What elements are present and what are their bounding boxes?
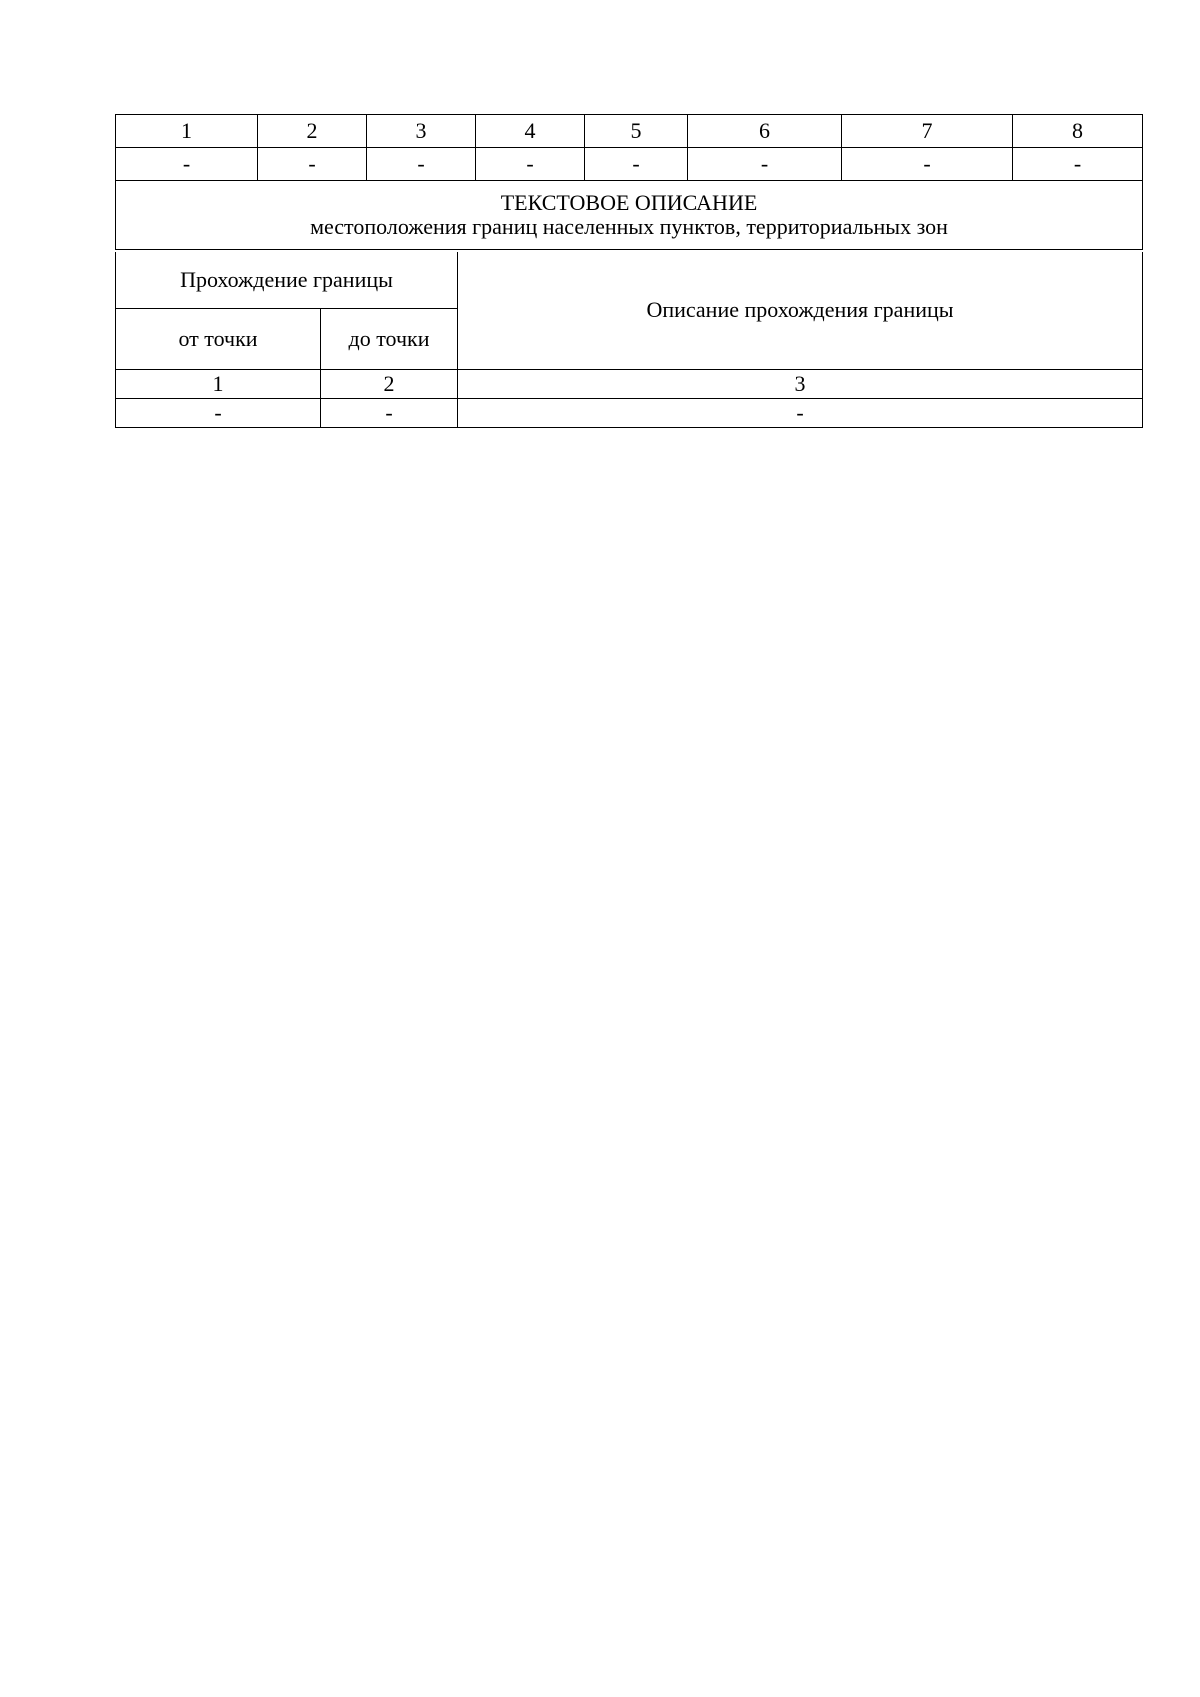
from-point-header: от точки: [116, 309, 321, 370]
section-title: ТЕКСТОВОЕ ОПИСАНИЕ: [500, 189, 758, 215]
table-cell: -: [1013, 148, 1143, 181]
column-number-cell: 3: [367, 115, 476, 148]
header-row: [116, 252, 1143, 309]
section-title-cell: [116, 181, 1143, 250]
column-number-cell: 1: [116, 115, 258, 148]
table-cell: -: [688, 148, 842, 181]
table-cell: -: [585, 148, 688, 181]
to-point-header: до точки: [321, 309, 458, 370]
table-cell: -: [321, 399, 458, 428]
table-cell: -: [258, 148, 367, 181]
column-number-cell: 8: [1013, 115, 1143, 148]
boundary-passage-header: Прохождение границы: [116, 252, 458, 309]
table-cell: -: [116, 399, 321, 428]
column-number-cell: 2: [321, 370, 458, 399]
column-number-cell: 1: [116, 370, 321, 399]
column-number-row: [116, 370, 1143, 399]
column-number-row: [116, 115, 1143, 148]
table-cell: -: [476, 148, 585, 181]
description-header: Описание прохождения границы: [458, 252, 1143, 370]
table-cell: -: [842, 148, 1013, 181]
column-number-cell: 5: [585, 115, 688, 148]
column-number-cell: 2: [258, 115, 367, 148]
table-cell: -: [367, 148, 476, 181]
section-subtitle: местоположения границ населенных пунктов, территориальных зон: [310, 214, 948, 239]
table-row: [116, 399, 1143, 428]
table-cell: -: [116, 148, 258, 181]
section-title-row: [116, 181, 1143, 250]
boundary-description-table: [115, 252, 1142, 428]
table-row: [116, 148, 1143, 181]
table-cell: -: [458, 399, 1143, 428]
coordinates-table: [115, 114, 1142, 250]
column-number-cell: 3: [458, 370, 1143, 399]
column-number-cell: 4: [476, 115, 585, 148]
column-number-cell: 7: [842, 115, 1013, 148]
column-number-cell: 6: [688, 115, 842, 148]
